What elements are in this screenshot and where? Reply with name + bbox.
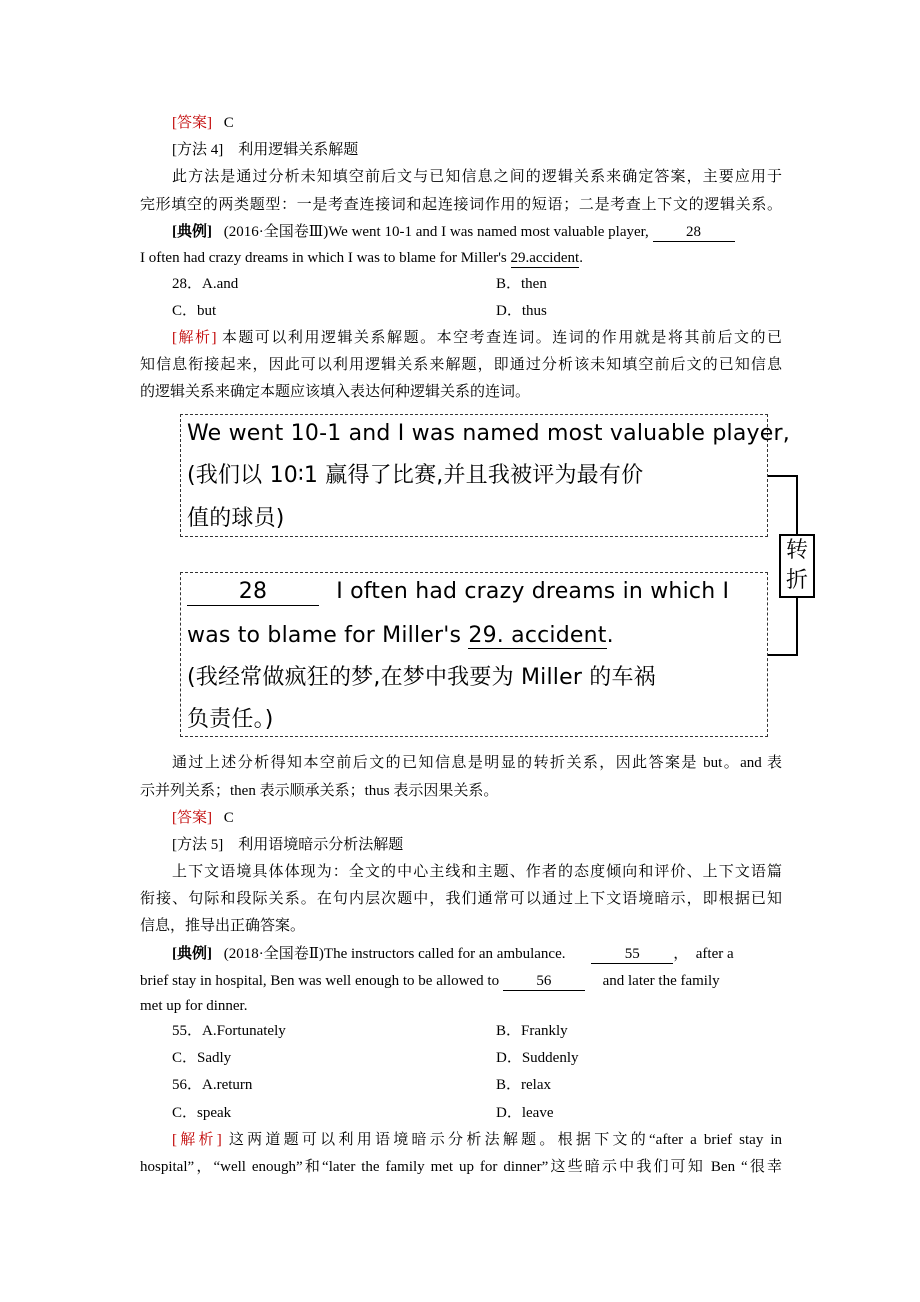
analysis-1-text-1: 本题可以利用逻辑关系解题。本空考查连词。连词的作用就是将其前后文的已	[221, 330, 783, 346]
method-4-desc-line-1: 此方法是通过分析未知填空前后文与已知信息之间的逻辑关系来确定答案，主要应用于	[172, 169, 782, 185]
connector-vertical-top	[796, 475, 798, 534]
option-55-b: B．Frankly	[496, 1023, 568, 1039]
analysis-1-line-3: 的逻辑关系来确定本题应该填入表达何种逻辑关系的连词。	[140, 384, 531, 400]
conclusion-line-2: 示并列关系；then 表示顺承关系；thus 表示因果关系。	[140, 783, 499, 799]
box1-line-2: (我们以 10∶1 赢得了比赛,并且我被评为最有价	[187, 463, 644, 488]
example-2-line-2	[140, 971, 782, 991]
box1-line-1: We went 10-1 and I was named most valuable player,	[187, 421, 790, 446]
analysis-2-text-1: 这两道题可以利用语境暗示分析法解题。根据下文的“after a brief stay in	[228, 1132, 783, 1148]
box2-line-4: 负责任。)	[187, 707, 274, 732]
example-2-text-1b: ， after a	[673, 946, 734, 962]
example-1-line-2	[140, 248, 782, 268]
contrast-tag-box	[779, 534, 815, 598]
answer-value-2: C	[223, 810, 234, 826]
option-55-a: 55．A.Fortunately	[172, 1023, 286, 1039]
box2-line-2	[187, 621, 614, 651]
contrast-char-2: 折	[785, 568, 808, 593]
box2-accident-underlined: 29. accident	[468, 623, 607, 648]
answer-line-2	[172, 808, 782, 828]
option-28-d: D．thus	[496, 303, 547, 319]
option-56-a: 56．A.return	[172, 1077, 253, 1093]
diagram-box-1	[180, 414, 790, 537]
option-28-b: B．then	[496, 276, 547, 292]
answer-tag-2: [答案]	[172, 810, 212, 826]
box2-text-2: was to blame for Miller's	[187, 623, 469, 648]
answer-tag: [答案]	[172, 115, 212, 131]
analysis-1-line-1	[172, 328, 782, 348]
contrast-char-1: 转	[785, 538, 808, 563]
answer-value: C	[223, 115, 234, 131]
option-56-d: D．leave	[496, 1105, 554, 1121]
option-56-c: C．speak	[172, 1105, 232, 1121]
example-1-line-1	[172, 222, 782, 242]
example-2-text-1: (2018·全国卷Ⅱ)The instructors called for an ambulance.	[223, 946, 566, 962]
example-2-text-2: brief stay in hospital, Ben was well enough to be allowed to	[140, 973, 503, 989]
example-1-text: (2016·全国卷Ⅲ)We went 10-1 and I was named most valuable player,	[223, 224, 653, 240]
option-55-c: C．Sadly	[172, 1050, 232, 1066]
example-2-line-3: met up for dinner.	[140, 998, 248, 1014]
example-tag: [典例]	[172, 224, 212, 240]
analysis-2-line-2: hospital”，“well enough”和“later the family met up for dinner”这些暗示中我们可知 Ben “很幸	[140, 1159, 782, 1175]
box1-line-3: 值的球员)	[187, 506, 285, 531]
accident-underlined: 29.accident	[510, 250, 580, 266]
analysis-1-line-2: 知信息衔接起来，因此可以利用逻辑关系来解题，即通过分析该未知填空前后文的已知信息	[140, 357, 782, 373]
option-55-d: D．Suddenly	[496, 1050, 579, 1066]
method-4-heading: [方法 4] 利用逻辑关系解题	[172, 142, 359, 158]
period: .	[579, 250, 583, 266]
connector-top	[768, 475, 798, 477]
method-5-desc-line-3: 信息，推导出正确答案。	[140, 918, 306, 934]
box2-period: .	[606, 623, 614, 648]
blank-55: 55	[591, 945, 673, 964]
diagram-box-2	[180, 572, 768, 737]
example-1-text-2: I often had crazy dreams in which I was to blame for Miller's	[140, 250, 511, 266]
example-tag-2: [典例]	[172, 946, 212, 962]
option-28-a: 28．A.and	[172, 276, 239, 292]
connector-bottom	[768, 654, 798, 656]
connector-vertical-bottom	[796, 598, 798, 656]
option-28-c: C．but	[172, 303, 217, 319]
conclusion-line-1: 通过上述分析得知本空前后文的已知信息是明显的转折关系，因此答案是 but。and 表	[172, 755, 782, 771]
example-2-text-2b: and later the family	[602, 973, 720, 989]
example-2-line-1	[172, 944, 782, 964]
analysis-tag: [解析]	[172, 330, 217, 346]
method-5-heading: [方法 5] 利用语境暗示分析法解题	[172, 837, 404, 853]
box2-text-1: I often had crazy dreams in which I	[336, 579, 730, 604]
box2-line-1	[187, 577, 729, 607]
method-4-desc-line-2: 完形填空的两类题型：一是考查连接词和起连接词作用的短语；二是考查上下文的逻辑关系。	[140, 197, 782, 213]
blank-56: 56	[503, 972, 585, 991]
option-56-b: B．relax	[496, 1077, 551, 1093]
analysis-tag-2: [解析]	[172, 1132, 222, 1148]
box2-line-3: (我经常做疯狂的梦,在梦中我要为 Miller 的车祸	[187, 665, 656, 690]
answer-line-1	[172, 113, 782, 133]
method-5-desc-line-1: 上下文语境具体体现为：全文的中心主线和主题、作者的态度倾向和评价、上下文语篇	[172, 864, 782, 880]
analysis-2-line-1	[172, 1130, 782, 1150]
method-5-desc-line-2: 衔接、句际和段际关系。在句内层次题中，我们通常可以通过上下文语境暗示，即根据已知	[140, 891, 782, 907]
box2-blank-28: 28	[187, 579, 319, 606]
blank-28: 28	[653, 223, 735, 242]
